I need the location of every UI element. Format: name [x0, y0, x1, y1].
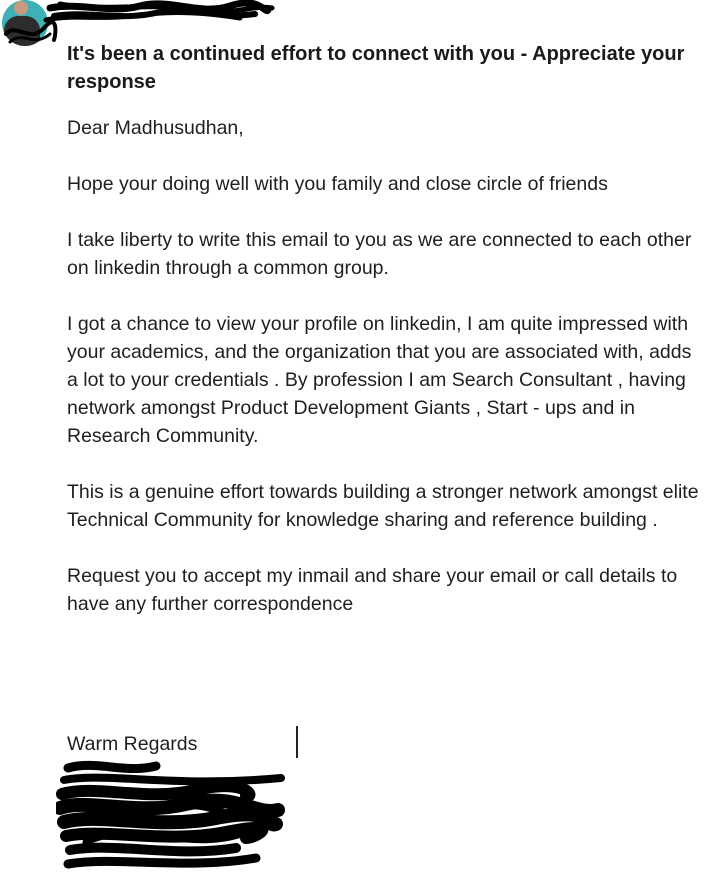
message-greeting: Dear Madhusudhan, — [67, 117, 244, 139]
redacted-sender-name — [40, 0, 280, 30]
message-paragraph: I got a chance to view your profile on linkedin, I am quite impressed with your academics, and the organization that you are associated with, adds a lot to your credentials . By profession I am Search Consultant , having network amongst Product Development Giants , Start - ups and in Research Community. — [67, 313, 692, 447]
message-signoff: Warm Regards — [67, 733, 198, 755]
message-paragraph: Request you to accept my inmail and share your email or call details to have any further correspondence — [67, 565, 678, 615]
message-paragraph: This is a genuine effort towards building a stronger network amongst elite Technical Community for knowledge sharing and reference building . — [67, 481, 699, 531]
message-subject: It's been a continued effort to connect with you - Appreciate your response — [67, 43, 685, 93]
message-paragraph: I take liberty to write this email to you as we are connected to each other on linkedin through a common group. — [67, 229, 692, 279]
avatar-head — [14, 1, 28, 15]
redacted-signature — [56, 758, 296, 882]
sender-avatar[interactable] — [2, 0, 48, 46]
message-body — [67, 114, 703, 646]
message-paragraph: Hope your doing well with you family and close circle of friends — [67, 173, 608, 195]
avatar-body — [4, 16, 40, 46]
text-cursor — [296, 726, 298, 758]
